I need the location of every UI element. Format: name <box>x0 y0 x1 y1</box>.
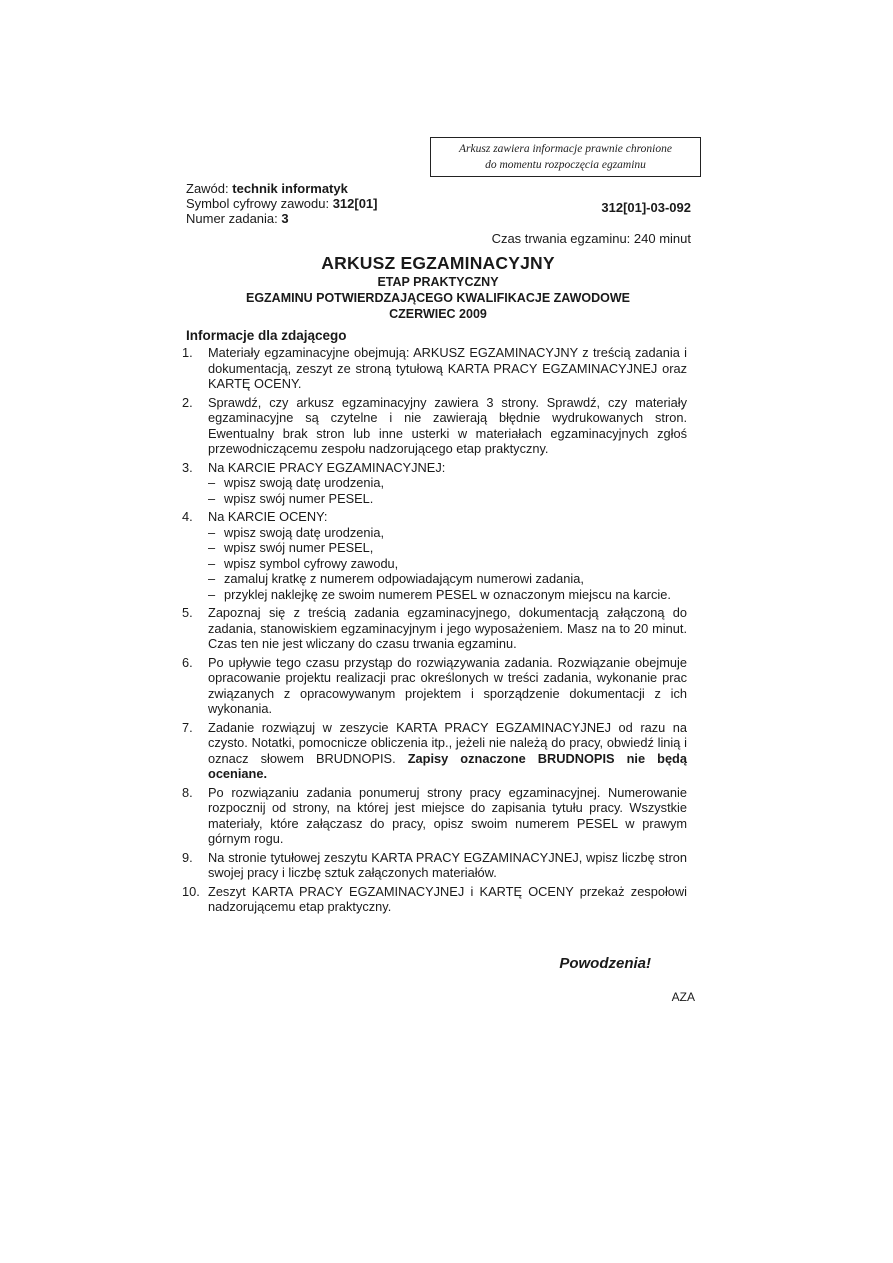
list-item <box>182 720 687 782</box>
sub-list-item <box>208 556 687 572</box>
sub-list <box>208 475 687 506</box>
notice-line-2: do momentu rozpoczęcia egzaminu <box>485 159 646 171</box>
sub-list <box>208 525 687 603</box>
sub-list-item <box>208 525 687 541</box>
item-number: 10. <box>182 883 200 899</box>
item-bold-text: Zapisy oznaczone BRUDNOPIS nie będą oceniane. <box>208 750 687 781</box>
list-item <box>182 509 687 602</box>
item-number: 1. <box>182 345 193 360</box>
dash-icon: – <box>208 540 216 555</box>
title-block <box>186 253 690 322</box>
dash-icon: – <box>208 475 216 490</box>
profession-label: Zawód: <box>186 181 229 196</box>
dash-icon: – <box>208 586 216 602</box>
instructions-list <box>182 345 687 918</box>
list-item <box>182 785 687 847</box>
closing-text: Powodzenia! <box>559 955 651 972</box>
item-number: 9. <box>182 849 193 865</box>
symbol-row <box>186 196 378 211</box>
task-number-value: 3 <box>281 211 289 226</box>
profession-value: technik informatyk <box>232 181 348 196</box>
legal-notice-box <box>430 137 701 177</box>
exam-duration: Czas trwania egzaminu: 240 minut <box>491 231 691 246</box>
info-heading: Informacje dla zdającego <box>186 328 347 343</box>
page-title: ARKUSZ EGZAMINACYJNY <box>321 253 555 273</box>
sub-item-text: wpisz symbol cyfrowy zawodu, <box>224 555 399 571</box>
item-text: Zeszyt KARTA PRACY EGZAMINACYJNEJ i KARTĘ OCENY przekaż zespołowi nadzorującemu etap praktyczny. <box>208 883 687 914</box>
sub-list-item <box>208 571 687 587</box>
list-item <box>182 605 687 652</box>
item-text: Sprawdź, czy arkusz egzaminacyjny zawiera 3 strony. Sprawdź, czy materiały egzaminacyjne są czytelne i nie zawierają błędnie wydrukowanych stron. Ewentualny brak stron lub inne usterki w materiałach egzaminacyjnych zgłoś przewodniczącemu zespołu nadzorującego etap praktyczny. <box>208 394 687 456</box>
dash-icon: – <box>208 555 216 571</box>
item-number: 7. <box>182 719 193 735</box>
list-item <box>182 345 687 392</box>
sub-item-text: zamaluj kratkę z numerem odpowiadającym numerowi zadania, <box>224 571 584 586</box>
sub-list-item <box>208 491 687 507</box>
item-text: Na KARCIE OCENY: <box>208 509 328 524</box>
title-stage: ETAP PRAKTYCZNY <box>377 275 499 289</box>
dash-icon: – <box>208 490 216 506</box>
notice-line-1: Arkusz zawiera informacje prawnie chronione <box>459 143 672 155</box>
profession-row <box>186 181 378 196</box>
task-number-label: Numer zadania: <box>186 211 278 226</box>
sub-list-item <box>208 587 687 603</box>
item-text: Materiały egzaminacyjne obejmują: ARKUSZ EGZAMINACYJNY z treścią zadania i dokumentacją, zeszyt ze stroną tytułową KARTA PRACY EGZAMINACYJNEJ oraz KARTĘ OCENY. <box>208 345 687 391</box>
item-text: Zadanie rozwiązuj w zeszycie KARTA PRACY EGZAMINACYJNEJ od razu na czysto. Notatki, pomocnicze obliczenia itp., jeżeli nie należą do pracy, obwiedź linią i oznacz słowem BRUDNOPIS. <box>208 719 687 766</box>
item-number: 2. <box>182 394 193 410</box>
item-text: Na KARCIE PRACY EGZAMINACYJNEJ: <box>208 459 446 475</box>
sub-item-text: wpisz swoją datę urodzenia, <box>224 524 385 540</box>
item-text: Zapoznaj się z treścią zadania egzaminacyjnego, dokumentacją załączoną do zadania, stanowiskiem egzaminacyjnym i jego wyposażeniem. Masz na to 20 minut. Czas ten nie jest wliczany do czasu trwania egzaminu. <box>208 605 687 651</box>
item-number: 3. <box>182 459 193 475</box>
sub-item-text: wpisz swoją datę urodzenia, <box>224 475 385 490</box>
sub-item-text: wpisz swój numer PESEL. <box>224 490 374 506</box>
list-item <box>182 884 687 915</box>
sub-list-item <box>208 475 687 491</box>
sub-list-item <box>208 540 687 556</box>
list-item <box>182 655 687 717</box>
sub-item-text: wpisz swój numer PESEL, <box>224 540 374 555</box>
list-item <box>182 460 687 507</box>
list-item <box>182 850 687 881</box>
item-number: 8. <box>182 784 193 800</box>
author-initials: AZA <box>671 990 695 1004</box>
dash-icon: – <box>208 571 216 586</box>
list-item <box>182 395 687 457</box>
dash-icon: – <box>208 524 216 540</box>
symbol-value: 312[01] <box>332 196 378 211</box>
sub-item-text: przyklej naklejkę ze swoim numerem PESEL w oznaczonym miejscu na karcie. <box>224 586 671 602</box>
item-number: 6. <box>182 654 193 670</box>
symbol-label: Symbol cyfrowy zawodu: <box>186 196 330 211</box>
task-number-row <box>186 211 378 226</box>
exam-code: 312[01]-03-092 <box>601 200 691 215</box>
item-number: 4. <box>182 509 193 524</box>
title-exam: EGZAMINU POTWIERDZAJĄCEGO KWALIFIKACJE ZAWODOWE <box>245 291 631 305</box>
item-number: 5. <box>182 605 193 620</box>
title-date: CZERWIEC 2009 <box>389 307 487 321</box>
item-text: Po upływie tego czasu przystąp do rozwiązywania zadania. Rozwiązanie obejmuje opracowanie projektu realizacji prac określonych w treści zadania, wykonanie prac związanych z opracowywanym projektem i sporządzenie dokumentacji z ich wykonania. <box>208 654 687 716</box>
item-text: Po rozwiązaniu zadania ponumeruj strony pracy egzaminacyjnej. Numerowanie rozpocznij od strony, na której jest miejsce do zapisania tytułu pracy. Wszystkie materiały, które załączasz do pracy, opisz swoim numerem PESEL w prawym górnym rogu. <box>208 784 687 846</box>
item-text: Na stronie tytułowej zeszytu KARTA PRACY EGZAMINACYJNEJ, wpisz liczbę stron swojej pracy i liczbę sztuk załączonych materiałów. <box>208 849 687 880</box>
exam-meta <box>186 181 378 226</box>
